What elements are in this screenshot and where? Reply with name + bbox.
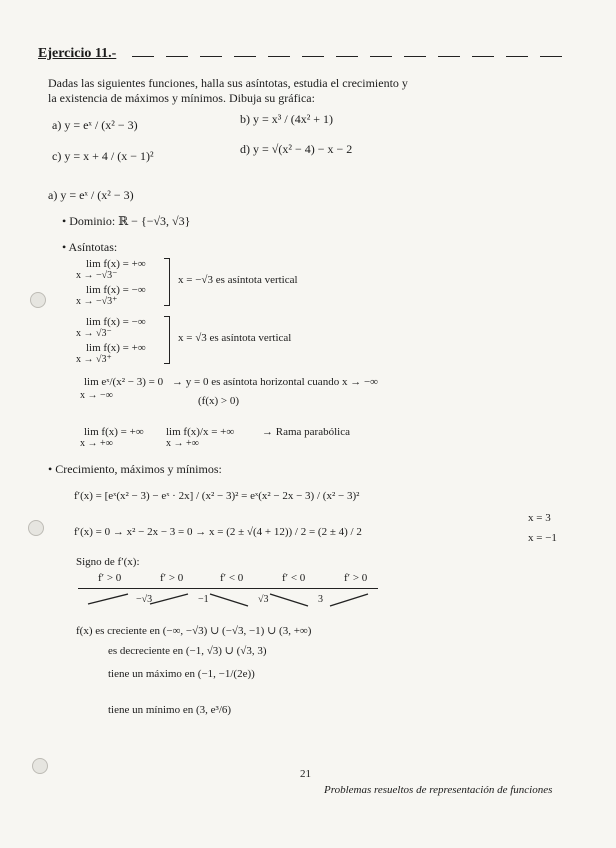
limit-subscript: x → −√3⁻ bbox=[76, 270, 118, 281]
book-title: Problemas resueltos de representación de funciones bbox=[324, 784, 553, 796]
punch-hole bbox=[30, 292, 46, 308]
vertical-asymptote-1: x = −√3 es asíntota vertical bbox=[178, 274, 298, 286]
horizontal-limit: lim eˣ/(x² − 3) = 0 bbox=[84, 376, 164, 388]
exercise-title: Ejercicio 11.- bbox=[38, 46, 117, 61]
limit-subscript: x → √3⁻ bbox=[76, 328, 112, 339]
brace bbox=[164, 316, 170, 364]
root-xm1: x = −1 bbox=[528, 532, 557, 544]
increasing-intervals: f(x) es creciente en (−∞, −√3) ∪ (−√3, −1) ∪ (3, +∞) bbox=[76, 625, 312, 637]
limit-subscript: x → −∞ bbox=[80, 390, 113, 401]
domain-line: • Dominio: ℝ − {−√3, √3} bbox=[62, 214, 191, 228]
derivative-formula: f′(x) = [eˣ(x² − 3) − eˣ · 2x] / (x² − 3)² = eˣ(x² − 2x − 3) / (x² − 3)² bbox=[74, 490, 360, 502]
sign-arrows bbox=[78, 590, 398, 624]
limit-subscript: x → √3⁺ bbox=[76, 354, 112, 365]
brace bbox=[164, 258, 170, 306]
asymptotes-heading: • Asíntotas: bbox=[62, 240, 118, 254]
parabolic-branch: → Rama parabólica bbox=[262, 426, 350, 438]
sign-point: −√3 bbox=[136, 594, 153, 605]
minimum-point: tiene un mínimo en (3, e³/6) bbox=[108, 704, 232, 716]
punch-hole bbox=[32, 758, 48, 774]
punch-hole bbox=[28, 520, 44, 536]
derivative-zero: f′(x) = 0 → x² − 2x − 3 = 0 → x = (2 ± √(4 + 12)) / 2 = (2 ± 4) / 2 bbox=[74, 526, 362, 538]
limit-left: lim f(x) = +∞ bbox=[86, 258, 146, 270]
limit-left: lim f(x) = −∞ bbox=[86, 316, 146, 328]
solution-function: a) y = eˣ / (x² − 3) bbox=[48, 188, 134, 202]
sign-cell: f′ > 0 bbox=[98, 572, 122, 584]
exercise-a: a) y = eˣ / (x² − 3) bbox=[52, 118, 138, 132]
horizontal-asymptote: → y = 0 es asíntota horizontal cuando x → −∞ bbox=[172, 376, 378, 388]
statement-line: Dadas las siguientes funciones, halla sus asíntotas, estudia el crecimiento y bbox=[48, 76, 408, 90]
statement-line: la existencia de máximos y mínimos. Dibuja su gráfica: bbox=[48, 91, 315, 105]
horizontal-condition: (f(x) > 0) bbox=[198, 395, 240, 407]
limit-subscript: x → +∞ bbox=[166, 438, 199, 449]
sign-axis bbox=[78, 588, 378, 589]
growth-heading: • Crecimiento, máximos y mínimos: bbox=[48, 462, 222, 476]
maximum-point: tiene un máximo en (−1, −1/(2e)) bbox=[108, 668, 255, 680]
sign-point: √3 bbox=[258, 594, 269, 605]
decreasing-intervals: es decreciente en (−1, √3) ∪ (√3, 3) bbox=[108, 645, 267, 657]
sign-cell: f′ < 0 bbox=[282, 572, 306, 584]
sign-point: −1 bbox=[198, 594, 209, 605]
limit-subscript: x → −√3⁺ bbox=[76, 296, 118, 307]
parabolic-limit-2: lim f(x)/x = +∞ bbox=[166, 426, 235, 438]
limit-subscript: x → +∞ bbox=[80, 438, 113, 449]
sign-point: 3 bbox=[318, 594, 323, 605]
vertical-asymptote-2: x = √3 es asíntota vertical bbox=[178, 332, 292, 344]
parabolic-limit-1: lim f(x) = +∞ bbox=[84, 426, 144, 438]
sign-heading: Signo de f′(x): bbox=[76, 556, 140, 568]
page-number: 21 bbox=[300, 768, 311, 780]
exercise-b: b) y = x³ / (4x² + 1) bbox=[240, 112, 334, 126]
sign-cell: f′ > 0 bbox=[160, 572, 184, 584]
sign-cell: f′ < 0 bbox=[220, 572, 244, 584]
exercise-d: d) y = √(x² − 4) − x − 2 bbox=[240, 142, 353, 156]
exercise-c: c) y = x + 4 / (x − 1)² bbox=[52, 149, 154, 163]
root-x3: x = 3 bbox=[528, 512, 551, 524]
sign-cell: f′ > 0 bbox=[344, 572, 368, 584]
limit-left: lim f(x) = +∞ bbox=[86, 342, 146, 354]
limit-left: lim f(x) = −∞ bbox=[86, 284, 146, 296]
